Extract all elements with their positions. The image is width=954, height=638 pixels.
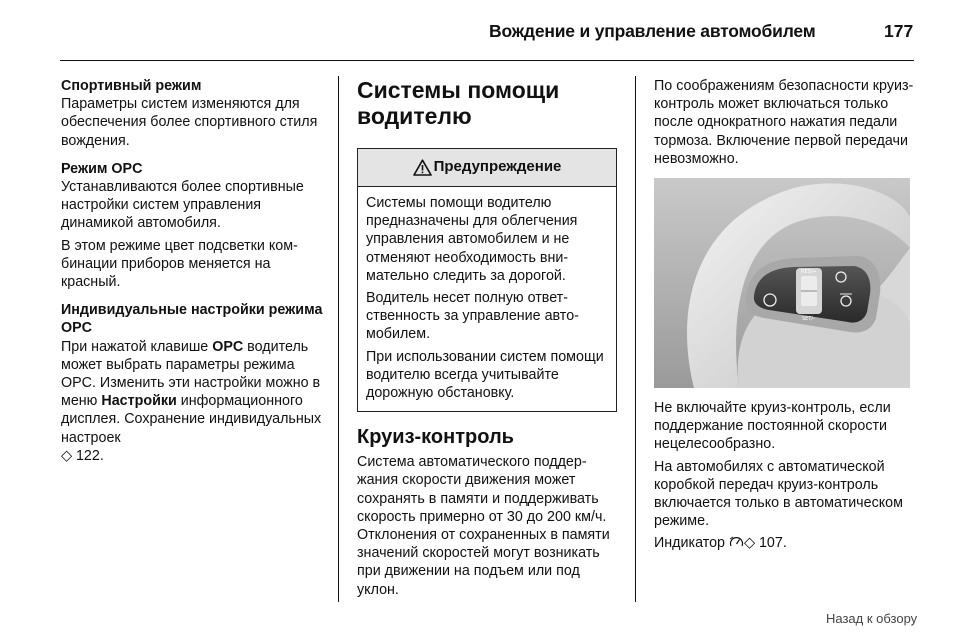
cruise-control-text: Система автоматического поддержания скорости движения может сохранять в памяти и поддерживать скорость примерно от 30 до 200 км/ч. Отклонения от сохраненных в памяти значений скоростей могут возникать при движении на подъем или под уклон.: [357, 454, 610, 598]
column-divider-2: [635, 76, 636, 602]
warning-paragraph-3: При использовании систем помощи водителю всегда учитывайте дорожную обстановку.: [366, 348, 604, 402]
opc-mode-text-2: В этом режиме цвет подсветки комбинации приборов меняется на красный.: [61, 237, 298, 291]
warning-title: Предупреждение: [433, 158, 562, 176]
warning-paragraph-2: Водитель несет полную ответственность за управление автомобилем.: [366, 290, 579, 343]
back-to-overview-link[interactable]: Назад к обзору: [826, 611, 918, 626]
column-right: [654, 77, 916, 553]
column-middle: [357, 77, 619, 599]
indicator-reference: Индикатор ◇ 107.: [654, 535, 787, 552]
header-divider: [60, 60, 914, 61]
steering-wheel-controls-image: [654, 178, 910, 388]
cruise-warning-text: Не включайте круиз-контроль, если поддержание постоянной скорости нецелесообразно.: [654, 400, 891, 453]
warning-triangle-icon: [413, 159, 432, 176]
opc-individual-text: При нажатой клавише OPC водитель может выбрать параметры режима OPC. Изменить эти настройки можно в меню Настройки информационного дисплея. Сохранение индивидуальных настроек ◇ 122.: [61, 338, 322, 464]
opc-mode-heading: Режим OPC: [61, 160, 143, 177]
opc-key-label: OPC: [212, 338, 244, 355]
page-reference-107[interactable]: ◇ 107.: [743, 535, 787, 552]
safety-text: По соображениям безопасности круиз-контроль может включаться только после однократного нажатия педали тормоза. Включение первой передачи невозможно.: [654, 78, 914, 167]
warning-paragraph-1: Системы помощи водителю предназначены для облегчения управления автомобилем и не отменяют необходимость внимательно следить за дорогой.: [366, 195, 578, 284]
svg-text:SET/-: SET/-: [802, 316, 815, 323]
section-heading: Системы помощи водителю: [357, 77, 560, 129]
column-divider-1: [338, 76, 339, 602]
warning-box: [357, 148, 617, 412]
page-header-title: Вождение и управление автомобилем: [489, 21, 816, 41]
automatic-transmission-text: На автомобилях с автоматической коробкой передач круиз-контроль включается только в автоматическом режиме.: [654, 458, 903, 530]
reference-arrow-icon: ◇: [61, 447, 72, 464]
svg-text:RES/+: RES/+: [801, 269, 817, 276]
cruise-control-indicator-icon: [729, 536, 744, 548]
sport-mode-heading: Спортивный режим: [61, 78, 202, 94]
sport-mode-text: Параметры систем изменяются для обеспечения более спортивного стиля вождения.: [61, 96, 318, 149]
page-reference-122[interactable]: ◇ 122.: [61, 447, 104, 464]
opc-mode-text-1: Устанавливаются более спортивные настройки систем управления динамикой автомобиля.: [61, 179, 304, 232]
settings-menu-label: Настройки: [101, 393, 177, 410]
warning-body: [358, 187, 616, 411]
page-number: 177: [884, 21, 914, 41]
opc-individual-heading: Индивидуальные настройки режима OPC: [61, 302, 323, 337]
warning-header: [358, 149, 616, 187]
reference-arrow-icon: ◇: [743, 535, 755, 552]
cruise-control-heading: Круиз-контроль: [357, 426, 514, 449]
column-left: [61, 77, 326, 465]
